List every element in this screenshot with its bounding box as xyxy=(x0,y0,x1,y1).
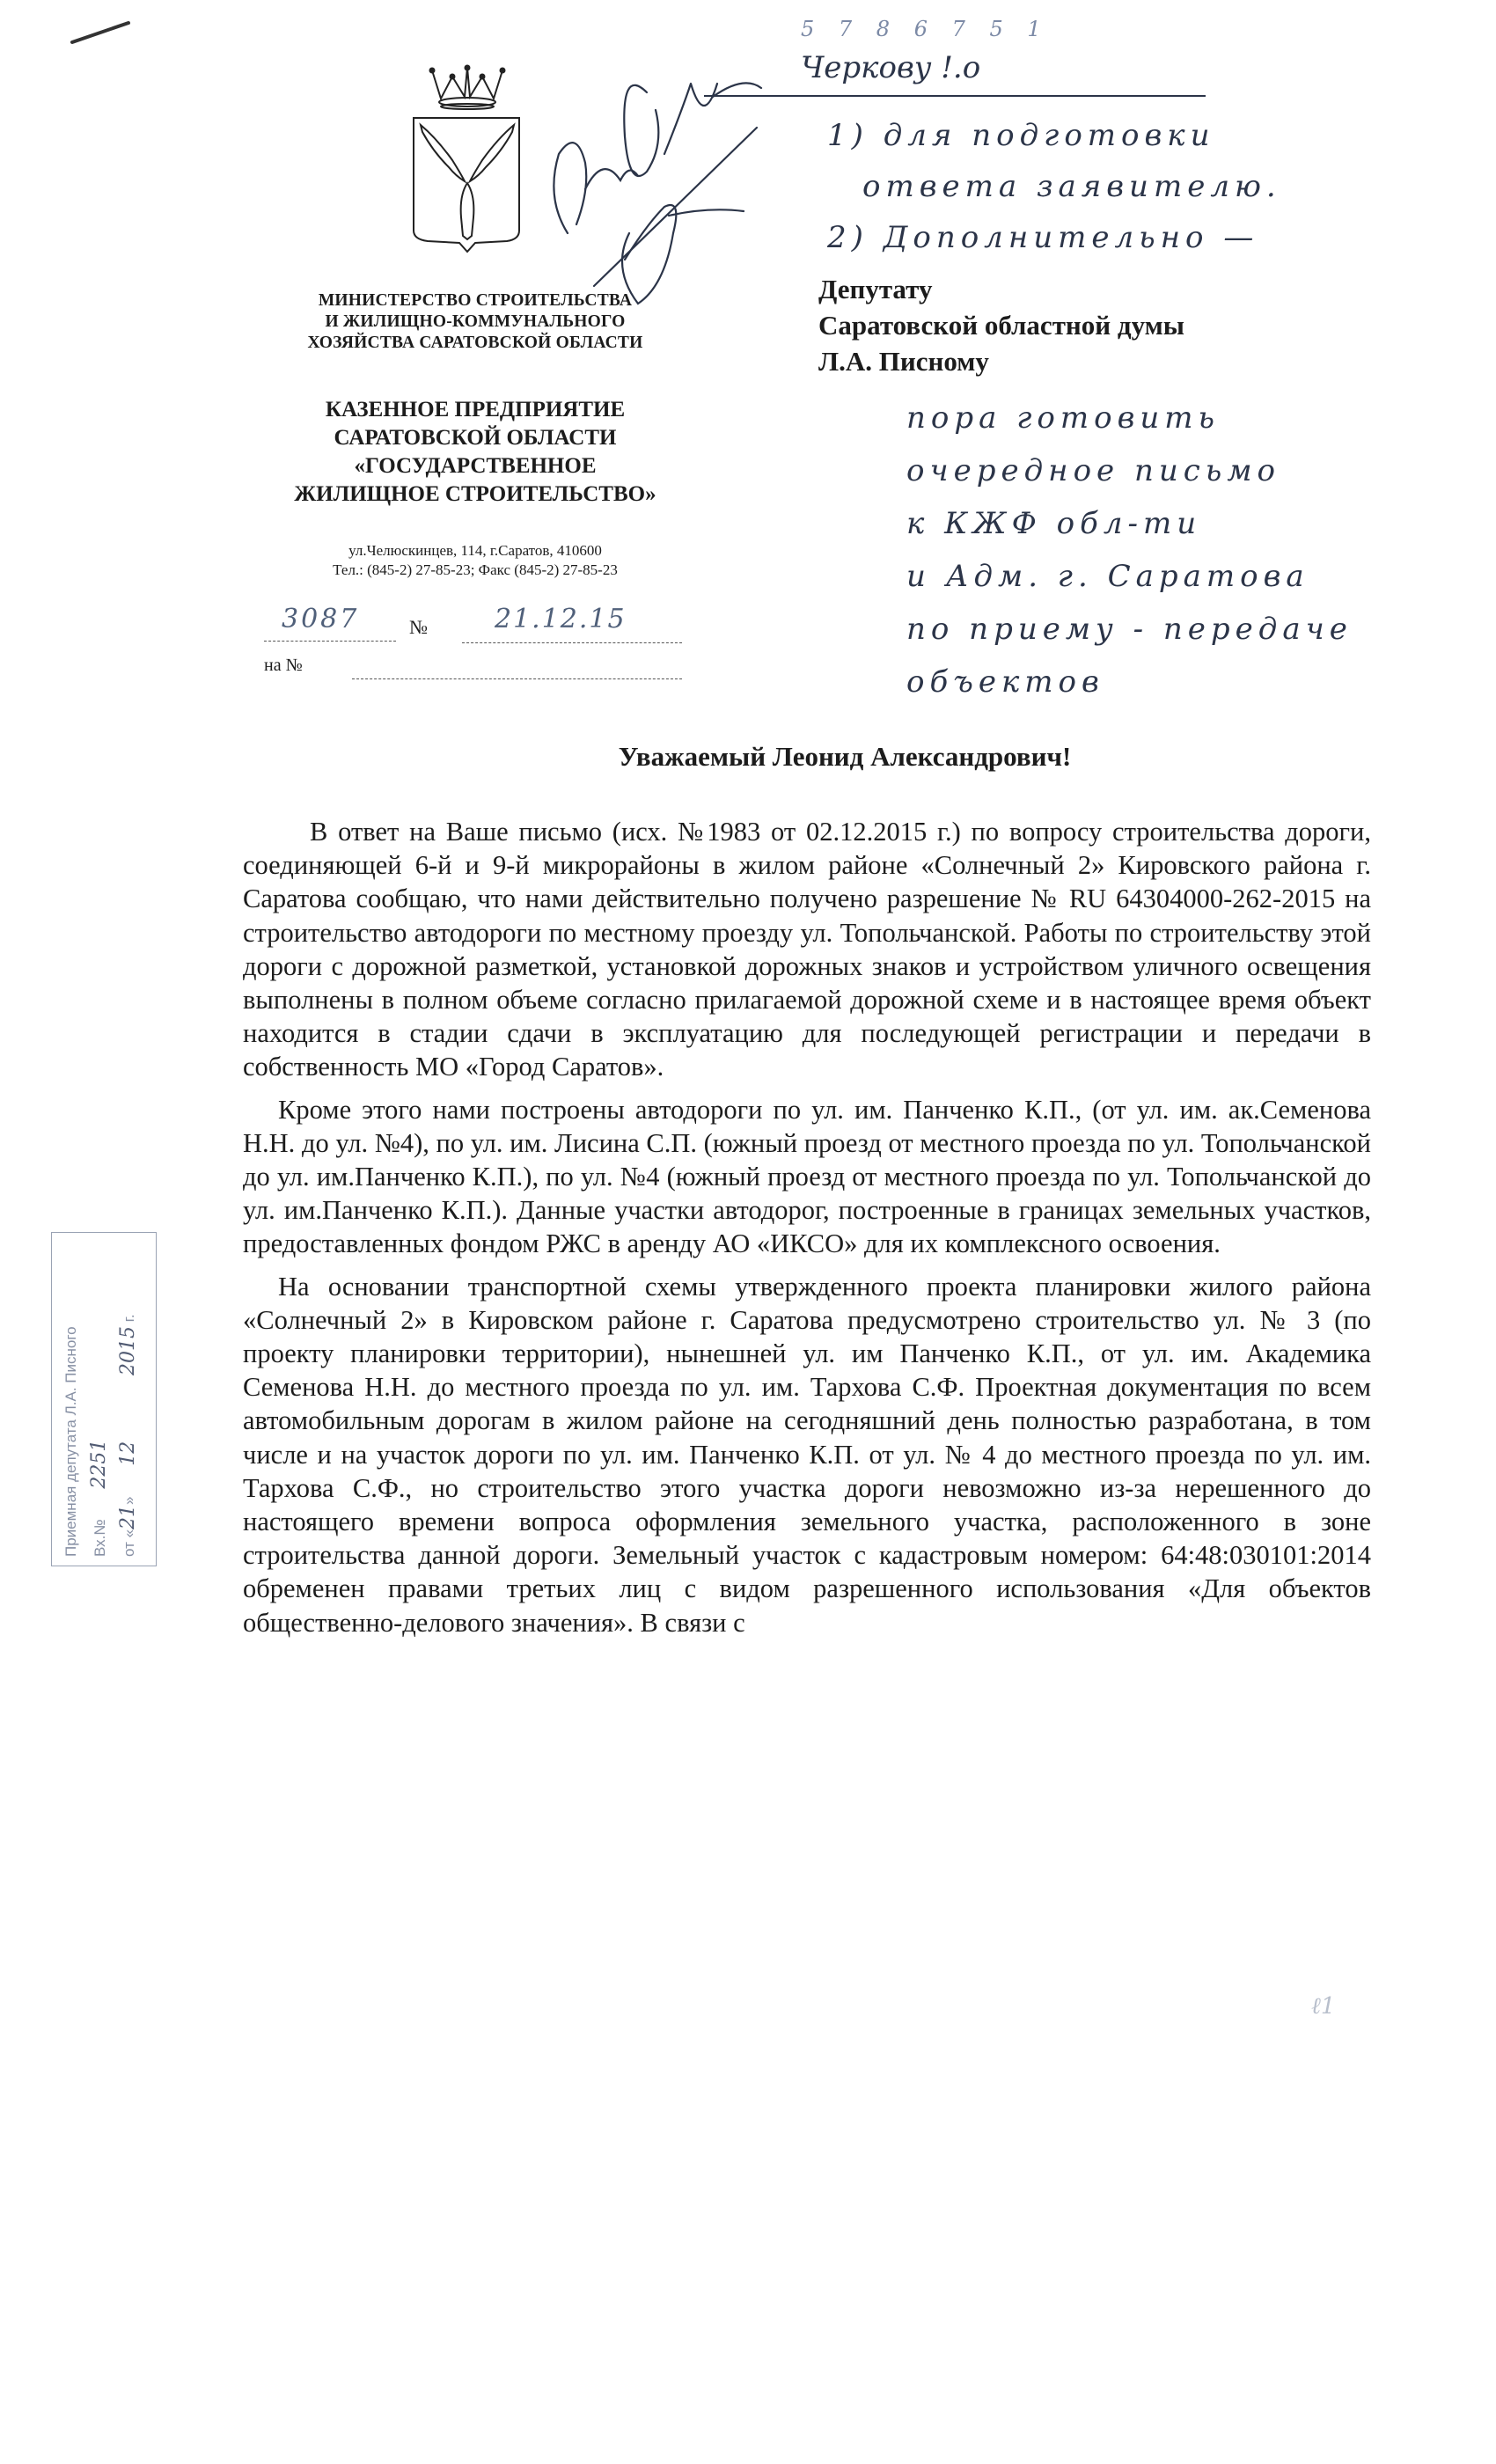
handwritten-resolution-top xyxy=(801,18,1470,95)
stamp-date-label: от « xyxy=(121,1529,137,1557)
enterprise-contacts xyxy=(246,541,704,580)
enterprise-line: КАЗЕННОЕ ПРЕДПРИЯТИЕ xyxy=(325,398,626,422)
resolution-point-1a: 1) для подготовки xyxy=(827,118,1215,153)
handwritten-resolution-points xyxy=(827,110,1281,263)
resolution-line: пора готовить xyxy=(906,400,1221,436)
body-paragraph: На основании транспортной схемы утвержденного проекта планировки жилого района «Солнечный 2» в Кировском районе г. Саратова предусмотрено строительство ул. № 3 (по проекту планировки территории), нынешней ул. им Панченко К.П., от ул. им. Академика Семенова Н.Н. до местного проезда по ул. им. Тархова С.Ф. Проектная документация по всем автомобильным дорогам в жилом районе на сегодняшний день полностью разработана, в том числе и на участок дороги по ул. им. Панченко К.П. от ул. № 4 до местного проезда по ул. им. Тархова С.Ф., но строительство этого участка дороги невозможно из-за нерешенного до настоящего времени вопроса оформления земельного участка, расположенного в зоне строительства данной дороги. Земельный участок с кадастровым номером: 64:48:030101:2014 обременен правами третьих лиц с видом разрешенного использования «Для объектов общественно-делового значения». В связи с xyxy=(243,1271,1371,1638)
corner-pen-mark xyxy=(70,19,132,46)
number-underline xyxy=(264,641,396,642)
ministry-name xyxy=(246,290,704,354)
reply-underline xyxy=(352,678,682,679)
resolution-underline xyxy=(704,95,1206,97)
margin-pencil-mark: ℓ1 xyxy=(1311,1993,1336,2020)
addressee-block xyxy=(818,271,1184,379)
coat-of-arms-icon xyxy=(410,63,524,257)
handwritten-addressee-line: Черкову !.о xyxy=(801,50,981,85)
enterprise-phones: Тел.: (845-2) 27-85-23; Факс (845-2) 27-85-23 xyxy=(333,561,618,578)
reply-to-label: на № xyxy=(264,656,303,675)
resolution-line: по приему - передаче xyxy=(906,612,1353,647)
resolution-point-2: 2) Дополнительно — xyxy=(827,220,1259,255)
resolution-line: к КЖФ обл-ти xyxy=(906,506,1202,541)
enterprise-address: ул.Челюскинцев, 114, г.Саратов, 410600 xyxy=(348,542,602,559)
stamp-year-suffix: г. xyxy=(121,1314,137,1323)
stamp-incoming-number-row xyxy=(85,1242,114,1557)
ministry-line: МИНИСТЕРСТВО СТРОИТЕЛЬСТВА xyxy=(318,291,633,310)
stamp-day: 21 xyxy=(117,1504,139,1529)
stamp-title: Приемная депутата Л.А. Писного xyxy=(62,1326,79,1557)
resolution-line: очередное письмо xyxy=(906,453,1280,488)
salutation: Уважаемый Леонид Александрович! xyxy=(618,741,1072,772)
number-sign: № xyxy=(409,616,428,638)
enterprise-line: ЖИЛИЩНОЕ СТРОИТЕЛЬСТВО» xyxy=(294,482,656,506)
stamp-date-row xyxy=(114,1242,143,1557)
stamp-month: 12 xyxy=(117,1441,139,1466)
enterprise-name xyxy=(246,396,704,509)
enterprise-line: САРАТОВСКОЙ ОБЛАСТИ xyxy=(334,426,617,450)
stamp-year: 2015 xyxy=(117,1326,139,1376)
resolution-line: объектов xyxy=(906,664,1104,700)
outgoing-registration-line xyxy=(264,604,686,646)
body-paragraph: Кроме этого нами построены автодороги по ул. им. Панченко К.П., (от ул. им. ак.Семенова Н.Н. до ул. №4), по ул. им. Лисина С.П. (южный проезд от местного проезда по ул. Топольчанской до ул. им.Панченко К.П.), по ул. №4 (южный проезд от местного проезда по ул. Топольчанской до ул. им.Панченко К.П.). Данные участки автодорог, построенные в границах земельных участков, предоставленных фондом РЖС в аренду АО «ИКСО» для их комплексного освоения. xyxy=(243,1094,1371,1259)
reply-to-line xyxy=(264,656,686,682)
addressee-organization: Саратовской областной думы xyxy=(818,310,1184,341)
handwritten-numbers: 5 7 8 6 7 5 1 xyxy=(801,17,1050,41)
outgoing-number: 3087 xyxy=(282,604,360,634)
stamp-number-value: 2251 xyxy=(88,1439,110,1489)
body-paragraph: В ответ на Ваше письмо (исх. №1983 от 02.12.2015 г.) по вопросу строительства дороги, соединяющей 6-й и 9-й микрорайоны в жилом районе «Солнечный 2» Кировского района г. Саратова сообщаю, что нами действительно получено разрешение № RU 64304000-262-2015 на строительство автодороги по местному проезду ул. Топольчанской. Работы по строительству этой дороги с дорожной разметкой, установкой дорожных знаков и устройством уличного освещения выполнены в полном объеме согласно прилагаемой дорожной схеме и в настоящее время объект находится в стадии сдачи в эксплуатацию для последующей регистрации и передачи в собственность МО «Город Саратов». xyxy=(243,817,1371,1082)
outgoing-date: 21.12.15 xyxy=(495,604,627,634)
enterprise-line: «ГОСУДАРСТВЕННОЕ xyxy=(354,454,597,478)
incoming-registration-stamp xyxy=(51,1232,157,1566)
resolution-point-1b: ответа заявителю. xyxy=(862,169,1281,204)
resolution-line: и Адм. г. Саратова xyxy=(906,559,1309,594)
stamp-quote: » xyxy=(121,1496,137,1505)
handwritten-resolution-main xyxy=(906,392,1470,708)
date-underline xyxy=(462,642,682,643)
letter-body xyxy=(243,815,1371,1648)
addressee-title: Депутату xyxy=(818,274,933,304)
addressee-name: Л.А. Писному xyxy=(818,346,989,377)
ministry-line: И ЖИЛИЩНО-КОММУНАЛЬНОГО xyxy=(325,312,626,331)
stamp-number-label: Вх.№ xyxy=(92,1519,108,1557)
ministry-line: ХОЗЯЙСТВА САРАТОВСКОЙ ОБЛАСТИ xyxy=(307,334,643,352)
